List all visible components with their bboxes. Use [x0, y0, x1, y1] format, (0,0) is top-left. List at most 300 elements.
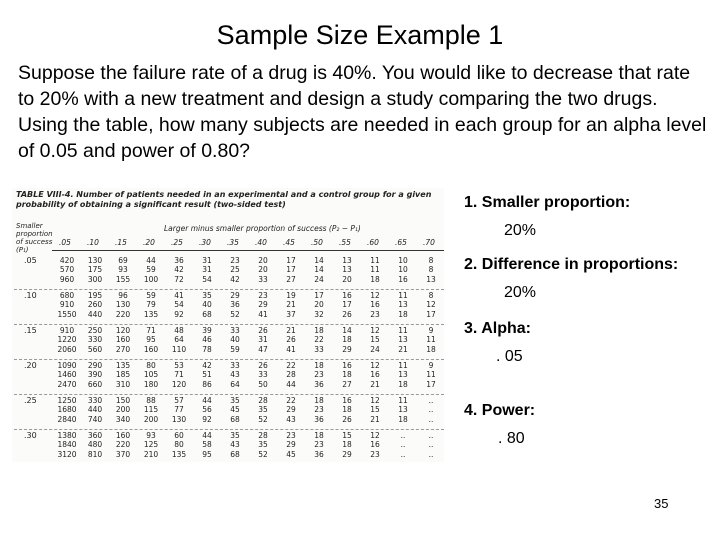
table-cell: 14 — [314, 265, 324, 275]
table-cell: 16 — [370, 440, 380, 450]
table-column-label: .70 — [423, 238, 435, 247]
table-row — [54, 275, 444, 284]
table-cell: 155 — [115, 274, 131, 284]
table-cell: 35 — [202, 291, 212, 300]
table-cell: 180 — [143, 379, 159, 389]
answer-item-smaller-proportion — [464, 194, 631, 239]
table-cell: 33 — [230, 326, 240, 335]
table-cell: 200 — [143, 414, 159, 424]
table-cell: 12 — [370, 431, 380, 440]
table-row — [54, 450, 444, 459]
table-cell: 64 — [174, 335, 184, 345]
table-cell: 40 — [230, 335, 240, 345]
table-cell: 23 — [314, 370, 324, 380]
table-cell: 660 — [87, 379, 103, 389]
table-cell: 53 — [174, 361, 184, 370]
table-cell: 570 — [59, 265, 75, 275]
table-cell: 1250 — [57, 396, 77, 405]
table-cell: 35 — [230, 431, 240, 440]
table-cell: 68 — [230, 414, 240, 424]
table-cell: 330 — [87, 335, 103, 345]
table-cell: 39 — [202, 326, 212, 335]
table-cell: 54 — [202, 274, 212, 284]
table-cell: 22 — [286, 396, 296, 405]
table-cell: 11 — [426, 335, 436, 345]
table-cell: 93 — [118, 265, 128, 275]
table-cell: 23 — [370, 449, 380, 459]
table-cell: 18 — [426, 344, 436, 354]
table-cell: 88 — [146, 396, 156, 405]
table-cell: 95 — [202, 449, 212, 459]
table-cell: 260 — [87, 300, 103, 310]
table-cell: 31 — [258, 335, 268, 345]
table-cell: 80 — [146, 361, 156, 370]
table-cell: 29 — [286, 440, 296, 450]
table-cell: 24 — [370, 344, 380, 354]
table-cell: 1840 — [57, 440, 77, 450]
table-cell: 42 — [202, 361, 212, 370]
table-cell: 210 — [143, 449, 159, 459]
table-cell: 41 — [258, 309, 268, 319]
table-cell: 58 — [202, 440, 212, 450]
table-cell: 3120 — [57, 449, 77, 459]
table-column-header: Larger minus smaller proportion of success (P₂ − P₁) — [164, 224, 361, 233]
table-column-label: .10 — [87, 238, 99, 247]
table-cell: 290 — [87, 361, 103, 370]
table-cell: 11 — [398, 396, 408, 405]
table-cell: 115 — [143, 405, 159, 415]
table-cell: 910 — [59, 326, 75, 335]
table-cell: 8 — [428, 291, 434, 300]
table-cell: 15 — [342, 431, 352, 440]
table-row — [54, 310, 444, 319]
table-column-label: .55 — [339, 238, 351, 247]
table-column-label: .40 — [255, 238, 267, 247]
table-cell: .. — [400, 440, 406, 450]
table-group-label: .15 — [24, 326, 37, 335]
table-cell: 57 — [174, 396, 184, 405]
table-cell: 29 — [342, 344, 352, 354]
table-cell: 120 — [171, 379, 187, 389]
table-cell: 42 — [230, 274, 240, 284]
table-cell: 43 — [230, 440, 240, 450]
table-cell: 48 — [174, 326, 184, 335]
table-row — [54, 300, 444, 309]
sample-size-table-image — [12, 188, 444, 462]
table-cell: 125 — [143, 440, 159, 450]
table-cell: 20 — [342, 274, 352, 284]
table-cell: 18 — [342, 370, 352, 380]
table-cell: 78 — [202, 344, 212, 354]
table-cell: 16 — [370, 300, 380, 310]
table-cell: 42 — [174, 265, 184, 275]
table-cell: 17 — [426, 309, 436, 319]
table-cell: 135 — [171, 449, 187, 459]
table-row-header: Smaller proportion of success (P₁) — [16, 222, 53, 254]
table-cell: 15 — [370, 405, 380, 415]
table-cell: 28 — [286, 370, 296, 380]
table-group-label: .05 — [24, 256, 37, 265]
table-cell: 35 — [258, 440, 268, 450]
table-cell: 23 — [258, 291, 268, 300]
table-column-label: .50 — [311, 238, 323, 247]
table-cell: 360 — [87, 431, 103, 440]
table-cell: 175 — [87, 265, 103, 275]
table-cell: 160 — [115, 335, 131, 345]
table-cell: 71 — [146, 326, 156, 335]
answer-value: 20% — [504, 284, 537, 301]
table-row — [54, 380, 444, 389]
table-cell: 59 — [146, 291, 156, 300]
table-cell: 1550 — [57, 309, 77, 319]
table-cell: 11 — [370, 256, 380, 265]
table-cell: 93 — [146, 431, 156, 440]
table-cell: 680 — [59, 291, 75, 300]
table-cell: 14 — [314, 256, 324, 265]
table-cell: 33 — [258, 274, 268, 284]
table-cell: 28 — [258, 396, 268, 405]
answer-item-power — [464, 402, 536, 447]
table-cell: 16 — [370, 370, 380, 380]
answer-item-difference — [464, 256, 679, 301]
table-cell: .. — [428, 449, 434, 459]
table-cell: 1220 — [57, 335, 77, 345]
table-cell: 52 — [230, 309, 240, 319]
table-cell: 35 — [258, 405, 268, 415]
table-cell: 56 — [202, 405, 212, 415]
table-cell: 16 — [342, 361, 352, 370]
table-cell: 370 — [115, 449, 131, 459]
table-cell: 15 — [370, 335, 380, 345]
table-cell: 11 — [398, 326, 408, 335]
answer-label: 1. Smaller proportion: — [464, 194, 631, 211]
answer-value: . 05 — [496, 348, 523, 365]
table-cell: 130 — [87, 256, 103, 265]
table-row — [54, 396, 444, 405]
table-cell: 135 — [143, 309, 159, 319]
table-cell: 59 — [146, 265, 156, 275]
table-cell: 52 — [258, 414, 268, 424]
table-cell: 12 — [370, 361, 380, 370]
table-cell: 270 — [115, 344, 131, 354]
table-cell: 16 — [398, 274, 408, 284]
table-cell: 44 — [202, 431, 212, 440]
table-cell: 24 — [314, 274, 324, 284]
table-cell: 36 — [174, 256, 184, 265]
table-row — [54, 256, 444, 265]
table-cell: 1680 — [57, 405, 77, 415]
table-cell: 44 — [146, 256, 156, 265]
table-cell: 95 — [146, 335, 156, 345]
table-row — [54, 326, 444, 335]
table-group-label: .20 — [24, 361, 37, 370]
table-cell: 11 — [426, 370, 436, 380]
table-cell: 18 — [314, 396, 324, 405]
table-cell: 185 — [115, 370, 131, 380]
table-cell: 36 — [230, 300, 240, 310]
table-cell: 64 — [230, 379, 240, 389]
table-cell: 2060 — [57, 344, 77, 354]
table-cell: 11 — [398, 291, 408, 300]
table-cell: 33 — [230, 361, 240, 370]
table-cell: 420 — [59, 256, 75, 265]
table-cell: 18 — [314, 361, 324, 370]
table-cell: 13 — [426, 274, 436, 284]
table-row — [54, 335, 444, 344]
table-cell: 32 — [314, 309, 324, 319]
table-cell: 13 — [342, 265, 352, 275]
table-cell: 50 — [258, 379, 268, 389]
table-cell: 60 — [174, 431, 184, 440]
table-cell: 480 — [87, 440, 103, 450]
table-cell: 310 — [115, 379, 131, 389]
table-column-label: .65 — [395, 238, 407, 247]
table-cell: 68 — [230, 449, 240, 459]
table-group — [14, 429, 444, 462]
table-cell: 16 — [342, 291, 352, 300]
table-cell: 120 — [115, 326, 131, 335]
table-cell: 18 — [398, 414, 408, 424]
table-cell: 18 — [342, 335, 352, 345]
table-cell: 12 — [426, 300, 436, 310]
table-cell: 8 — [428, 265, 434, 275]
table-cell: 14 — [342, 326, 352, 335]
table-cell: 13 — [398, 370, 408, 380]
table-cell: 77 — [174, 405, 184, 415]
table-cell: 17 — [342, 300, 352, 310]
table-cell: 69 — [118, 256, 128, 265]
table-group — [14, 359, 444, 395]
table-cell: 2840 — [57, 414, 77, 424]
page-number: 35 — [654, 496, 669, 511]
table-cell: 810 — [87, 449, 103, 459]
table-cell: 80 — [174, 440, 184, 450]
problem-statement: Suppose the failure rate of a drug is 40%. You would like to decrease that rate to 20% with a new treatment and design a study comparing the two drugs. Using the table, how many subjects are needed in each group for an alpha level of 0.05 and power of 0.80? — [18, 62, 707, 162]
table-cell: 40 — [202, 300, 212, 310]
table-cell: 43 — [286, 414, 296, 424]
table-cell: 20 — [314, 300, 324, 310]
table-cell: 37 — [286, 309, 296, 319]
answer-label: 4. Power: — [464, 402, 536, 419]
table-row — [54, 405, 444, 414]
table-cell: 23 — [314, 405, 324, 415]
table-column-label: .05 — [59, 238, 71, 247]
table-column-labels — [52, 238, 444, 251]
table-cell: 330 — [87, 396, 103, 405]
table-cell: 18 — [342, 440, 352, 450]
table-cell: 100 — [143, 274, 159, 284]
table-cell: 740 — [87, 414, 103, 424]
table-cell: 23 — [230, 256, 240, 265]
table-cell: 300 — [87, 274, 103, 284]
table-cell: 1090 — [57, 361, 77, 370]
answer-value: 20% — [504, 222, 537, 239]
table-cell: 21 — [370, 379, 380, 389]
table-row — [54, 265, 444, 274]
table-cell: 23 — [370, 309, 380, 319]
table-group — [14, 324, 444, 360]
table-row — [54, 361, 444, 370]
table-cell: 440 — [87, 309, 103, 319]
table-cell: 27 — [342, 379, 352, 389]
table-cell: 12 — [370, 326, 380, 335]
table-cell: 19 — [286, 291, 296, 300]
table-cell: .. — [428, 431, 434, 440]
table-cell: 41 — [174, 291, 184, 300]
table-row — [54, 291, 444, 300]
table-cell: 105 — [143, 370, 159, 380]
table-cell: .. — [400, 431, 406, 440]
table-cell: .. — [400, 449, 406, 459]
table-cell: 29 — [230, 291, 240, 300]
table-cell: 41 — [286, 344, 296, 354]
table-cell: 160 — [115, 431, 131, 440]
table-cell: 250 — [87, 326, 103, 335]
table-cell: 17 — [426, 379, 436, 389]
table-cell: 79 — [146, 300, 156, 310]
table-cell: 23 — [286, 431, 296, 440]
table-cell: 200 — [115, 405, 131, 415]
table-cell: 36 — [314, 379, 324, 389]
table-cell: .. — [428, 440, 434, 450]
table-cell: 12 — [370, 291, 380, 300]
table-row — [54, 370, 444, 379]
table-cell: 340 — [115, 414, 131, 424]
table-cell: 2470 — [57, 379, 77, 389]
table-cell: 36 — [314, 414, 324, 424]
table-cell: 86 — [202, 379, 212, 389]
table-cell: 8 — [428, 256, 434, 265]
table-cell: 21 — [370, 414, 380, 424]
table-cell: 43 — [230, 370, 240, 380]
table-row — [54, 345, 444, 354]
answer-value: . 80 — [498, 430, 525, 447]
table-cell: 13 — [398, 405, 408, 415]
table-group-label: .30 — [24, 431, 37, 440]
table-cell: 45 — [230, 405, 240, 415]
table-cell: 26 — [342, 414, 352, 424]
table-cell: .. — [428, 396, 434, 405]
table-cell: 47 — [258, 344, 268, 354]
table-cell: 220 — [115, 440, 131, 450]
table-cell: 150 — [115, 396, 131, 405]
table-cell: 21 — [286, 300, 296, 310]
table-cell: 45 — [286, 449, 296, 459]
table-cell: 1460 — [57, 370, 77, 380]
table-cell: 130 — [115, 300, 131, 310]
table-cell: 27 — [286, 274, 296, 284]
table-cell: 51 — [202, 370, 212, 380]
table-cell: 195 — [87, 291, 103, 300]
table-cell: 18 — [370, 274, 380, 284]
table-cell: 960 — [59, 274, 75, 284]
table-cell: 160 — [143, 344, 159, 354]
table-cell: 31 — [202, 256, 212, 265]
table-group — [14, 394, 444, 430]
table-cell: 59 — [230, 344, 240, 354]
table-cell: 92 — [202, 414, 212, 424]
table-cell: 9 — [428, 361, 434, 370]
table-column-label: .20 — [143, 238, 155, 247]
table-cell: .. — [428, 405, 434, 415]
table-cell: 16 — [342, 396, 352, 405]
table-cell: 26 — [342, 309, 352, 319]
table-cell: 20 — [258, 256, 268, 265]
table-cell: 29 — [286, 405, 296, 415]
table-cell: 13 — [342, 256, 352, 265]
table-cell: 44 — [202, 396, 212, 405]
table-cell: 26 — [258, 361, 268, 370]
table-cell: 110 — [171, 344, 187, 354]
table-cell: 18 — [342, 405, 352, 415]
table-caption: TABLE VIII-4. Number of patients needed in an experimental and a control group for a given probability of obtaining a significant result (two-sided test) — [16, 190, 432, 209]
table-column-label: .35 — [227, 238, 239, 247]
table-cell: 12 — [370, 396, 380, 405]
table-cell: 54 — [174, 300, 184, 310]
table-cell: 220 — [115, 309, 131, 319]
table-cell: 18 — [398, 379, 408, 389]
table-cell: 18 — [314, 326, 324, 335]
table-cell: 11 — [370, 265, 380, 275]
table-cell: 25 — [230, 265, 240, 275]
table-cell: 130 — [171, 414, 187, 424]
table-cell: 23 — [314, 440, 324, 450]
table-cell: 17 — [286, 265, 296, 275]
table-cell: 10 — [398, 256, 408, 265]
table-column-label: .60 — [367, 238, 379, 247]
table-cell: 1380 — [57, 431, 77, 440]
answer-label: 2. Difference in proportions: — [464, 256, 679, 273]
table-cell: 29 — [342, 449, 352, 459]
table-group — [14, 254, 444, 290]
table-cell: 21 — [286, 326, 296, 335]
table-cell: 31 — [202, 265, 212, 275]
table-cell: 72 — [174, 274, 184, 284]
table-cell: 9 — [428, 326, 434, 335]
table-cell: 96 — [118, 291, 128, 300]
table-column-label: .15 — [115, 238, 127, 247]
table-cell: 390 — [87, 370, 103, 380]
table-cell: 18 — [398, 309, 408, 319]
table-group-label: .10 — [24, 291, 37, 300]
table-row — [54, 415, 444, 424]
table-cell: 28 — [258, 431, 268, 440]
table-cell: 92 — [174, 309, 184, 319]
table-cell: 44 — [286, 379, 296, 389]
table-cell: 46 — [202, 335, 212, 345]
slide-title: Sample Size Example 1 — [216, 20, 504, 50]
table-cell: 68 — [202, 309, 212, 319]
table-cell: 18 — [314, 431, 324, 440]
table-cell: 29 — [258, 300, 268, 310]
table-cell: 52 — [258, 449, 268, 459]
table-cell: 71 — [174, 370, 184, 380]
table-cell: 36 — [314, 449, 324, 459]
answer-item-alpha — [464, 320, 531, 365]
table-cell: 135 — [115, 361, 131, 370]
table-cell: 20 — [258, 265, 268, 275]
answer-label: 3. Alpha: — [464, 320, 531, 337]
table-cell: 33 — [314, 344, 324, 354]
table-cell: 26 — [258, 326, 268, 335]
table-cell: 10 — [398, 265, 408, 275]
table-group-label: .25 — [24, 396, 37, 405]
table-cell: 35 — [230, 396, 240, 405]
table-cell: 22 — [314, 335, 324, 345]
table-row — [54, 440, 444, 449]
table-group — [14, 289, 444, 325]
table-column-label: .45 — [283, 238, 295, 247]
